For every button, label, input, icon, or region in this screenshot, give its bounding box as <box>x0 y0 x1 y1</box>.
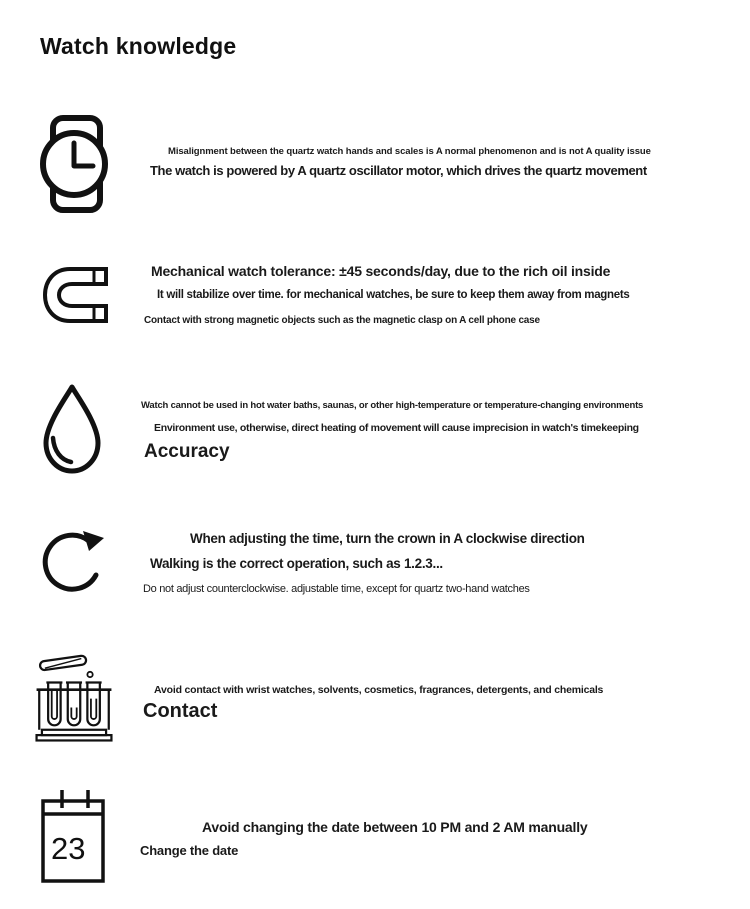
section-heading: Accuracy <box>144 441 230 462</box>
text-line: When adjusting the time, turn the crown in A clockwise direction <box>190 531 585 546</box>
calendar-day-number: 23 <box>51 831 86 866</box>
magnet-icon <box>40 264 110 326</box>
text-line: Avoid changing the date between 10 PM and 2 AM manually <box>202 819 588 835</box>
water-drop-icon <box>37 383 107 475</box>
text-line: Watch cannot be used in hot water baths, saunas, or other high-temperature or temperature-changing environments <box>141 400 644 411</box>
clockwise-arrow-icon <box>38 521 108 595</box>
text-line: Do not adjust counterclockwise. adjustable time, except for quartz two-hand watches <box>143 583 530 595</box>
text-line: Misalignment between the quartz watch hands and scales is A normal phenomenon and is not A quality issue <box>168 146 651 157</box>
text-line: Avoid contact with wrist watches, solvents, cosmetics, fragrances, detergents, and chemicals <box>154 684 604 696</box>
section-heading: Contact <box>143 700 218 722</box>
text-line: Contact with strong magnetic objects such as the magnetic clasp on A cell phone case <box>144 315 540 326</box>
text-line: It will stabilize over time. for mechanical watches, be sure to keep them away from magnets <box>157 289 630 301</box>
watch-icon <box>38 114 108 214</box>
text-line: The watch is powered by A quartz oscillator motor, which drives the quartz movement <box>150 163 647 178</box>
text-line: Walking is the correct operation, such as 1.2.3... <box>150 556 443 571</box>
text-line: Mechanical watch tolerance: ±45 seconds/day, due to the rich oil inside <box>151 263 611 279</box>
test-tubes-icon <box>33 642 115 748</box>
text-line: Environment use, otherwise, direct heating of movement will cause imprecision in watch's timekeeping <box>154 422 639 434</box>
text-line: Change the date <box>140 843 239 858</box>
page-title: Watch knowledge <box>40 33 237 59</box>
